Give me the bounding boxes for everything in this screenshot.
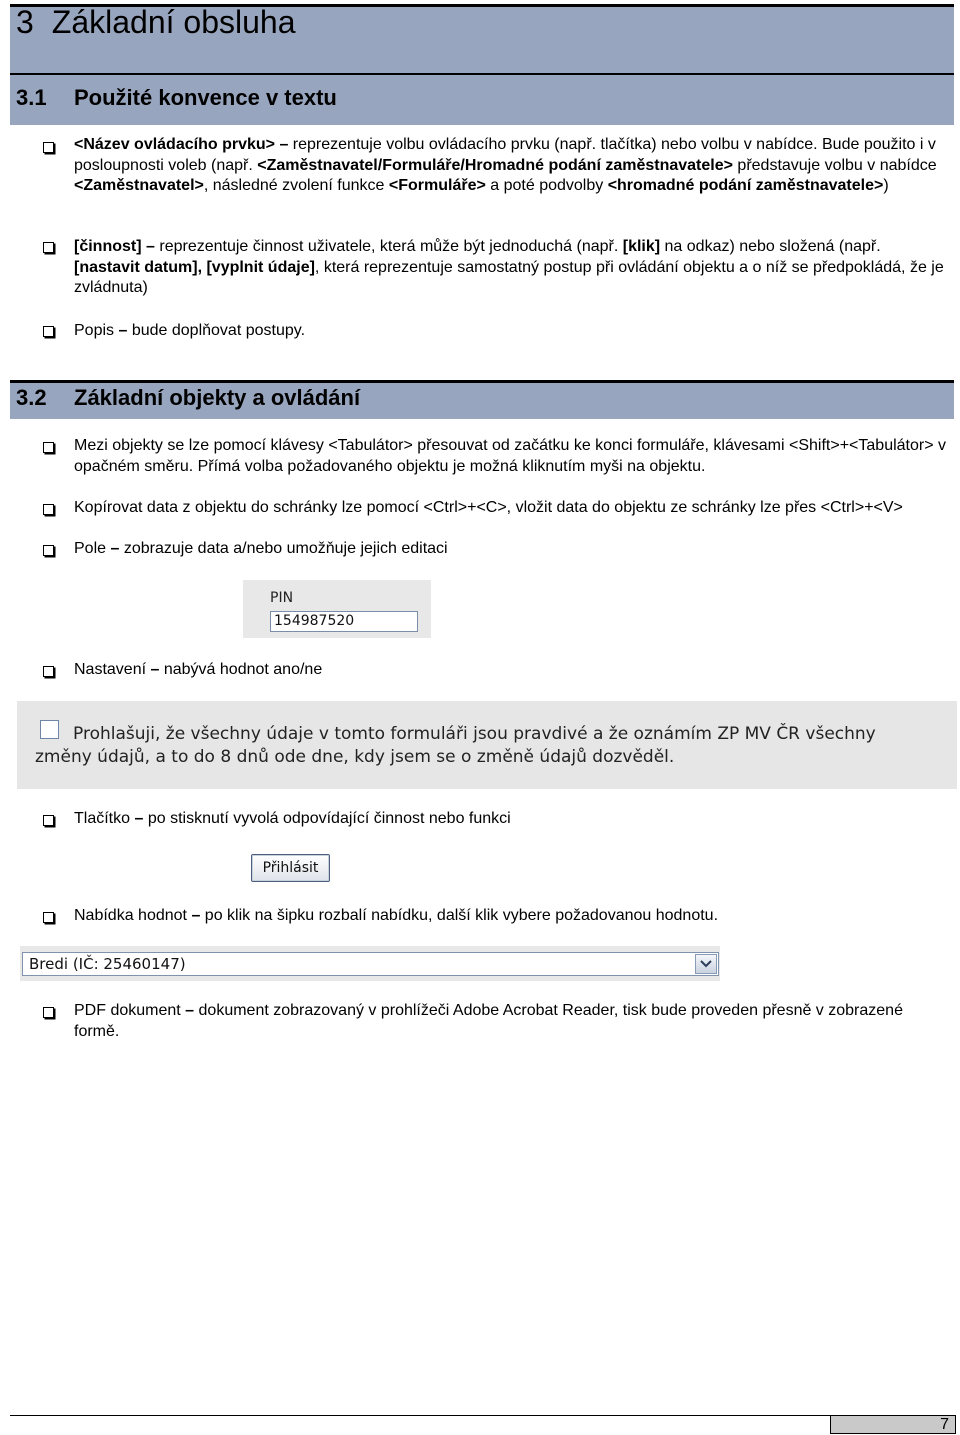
chapter-title [16,4,296,41]
item-text: reprezentuje činnost uživatele, která může být jednoduchá (např. [159,238,623,255]
chevron-down-icon [700,960,712,968]
action-name: [klik] [622,238,661,255]
term: <Název ovládacího prvku> [74,136,275,153]
checkbox-bullet-icon [43,142,54,153]
dash: – [191,907,201,924]
chapter-number: 3 [16,4,34,40]
item-text: na odkaz) nebo složená (např. [660,238,881,255]
dash: – [134,810,144,827]
section-title [16,385,360,411]
checkbox-bullet-icon [43,545,54,556]
suboption-name: <hromadné podání zaměstnavatele> [607,177,884,194]
dash: – [118,322,128,339]
item-text: představuje volbu v nabídce [732,156,937,174]
term: [činnost] [74,238,142,255]
list-item [74,906,949,927]
menu-name: <Zaměstnavatel> [74,177,204,194]
declaration-checkbox-example [17,701,957,789]
item-text: , následné zvolení funkce [203,177,389,194]
term: Nastavení [74,661,147,678]
list-item [74,237,949,299]
list-item [74,660,949,681]
employer-select[interactable] [22,952,719,976]
list-item [74,809,949,830]
checkbox-bullet-icon [43,442,54,453]
term: PDF dokument [74,1002,181,1019]
section-divider [10,73,954,75]
pin-field-example [243,580,431,638]
list-item: Kopírovat data z objektu do schránky lze pomocí <Ctrl>+<C>, vložit data do objektu ze schránky lze přes <Ctrl>+<V> [74,499,903,516]
item-text: zobrazuje data a/nebo umožňuje jejich editaci [123,540,448,557]
select-value: Bredi (IČ: 25460147) [29,955,186,973]
term: Popis [74,322,115,339]
action-names: [nastavit datum], [vyplnit údaje] [74,258,315,276]
pin-input[interactable]: 154987520 [270,611,418,632]
dash: – [150,661,160,678]
page-number: 7 [940,1416,949,1433]
term: Pole [74,540,107,557]
function-name: <Formuláře> [388,177,486,194]
checkbox-bullet-icon [43,504,54,515]
section-title-text: Základní objekty a ovládání [74,385,361,410]
footer-divider [10,1415,954,1416]
dash: – [185,1002,195,1019]
item-text: po stisknutí vyvolá odpovídající činnost nebo funkci [147,810,511,827]
list-item: Mezi objekty se lze pomocí klávesy <Tabulátor> přesouvat od začátku ke konci formuláře, klávesami <Shift>+<Tabulátor> v opačném směru. Přímá volba požadovaného objektu je možná kliknutím myši na objektu. [74,437,946,475]
list-item [74,1001,949,1042]
section-title-text: Použité konvence v textu [74,85,337,110]
item-text: a poté podvolby [485,177,608,194]
term: Nabídka hodnot [74,907,187,924]
item-text: ) [883,177,889,194]
menu-path: <Zaměstnavatel/Formuláře/Hromadné podání zaměstnavatele> [257,156,733,174]
term: Tlačítko [74,810,131,827]
dash: – [146,238,155,255]
item-text: reprezentuje volbu ovládacího prvku (např. tlačítka) nebo volbu v nabídce. Bude použito i v posloupnosti voleb (např. [74,136,936,174]
checkbox-bullet-icon [43,242,54,253]
list-item [74,135,949,197]
chapter-title-text: Základní obsluha [51,4,296,40]
checkbox-bullet-icon [43,815,54,826]
item-text: , která reprezentuje samostatný postup při ovládání objektu a o níž se předpokládá, že je zvládnuta) [74,258,944,296]
item-text: nabývá hodnot ano/ne [163,661,323,678]
checkbox-bullet-icon [43,666,54,677]
login-button[interactable]: Přihlásit [251,854,330,882]
item-text: dokument zobrazovaný v prohlížeči Adobe Acrobat Reader, tisk bude proveden přesně v zobrazené formě. [74,1002,903,1040]
section-title [16,85,337,111]
checkbox-bullet-icon [43,1007,54,1018]
select-example [20,946,720,981]
section-number: 3.1 [16,85,47,110]
checkbox-bullet-icon [43,912,54,923]
pin-label: PIN [270,590,294,606]
item-text: bude doplňovat postupy. [131,322,306,339]
dash: – [279,136,289,153]
item-text: po klik na šipku rozbalí nabídku, další klik vybere požadovanou hodnotu. [204,907,719,924]
dropdown-arrow-button[interactable] [695,954,717,974]
checkbox-bullet-icon [43,326,54,337]
list-item [74,321,949,342]
section-number: 3.2 [16,385,47,410]
list-item [74,539,949,560]
dash: – [110,540,120,557]
declaration-text: Prohlašuji, že všechny údaje v tomto formuláři jsou pravdivé a že oznámím ZP MV ČR všechny změny údajů, a to do 8 dnů ode dne, kdy jsem se o změně údajů dozvěděl. [35,724,876,767]
page-number-box [830,1415,956,1434]
